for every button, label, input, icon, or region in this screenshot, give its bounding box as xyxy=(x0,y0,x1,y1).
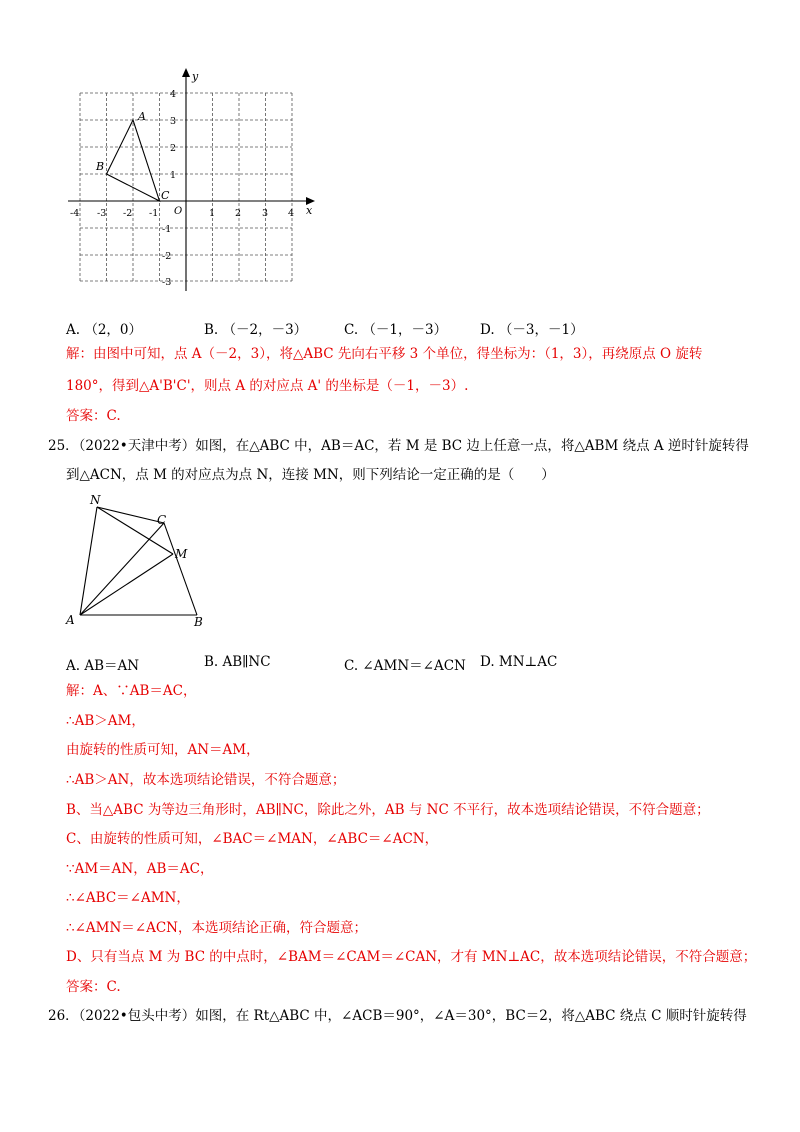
option-d: D. MN⊥AC xyxy=(480,654,558,670)
solution-line: ∴∠ABC＝∠AMN， xyxy=(66,890,190,906)
solution-line: B、当△ABC 为等边三角形时，AB∥NC，除此之外，AB 与 NC 不平行，故本选项结论错误，不符合题意； xyxy=(66,802,710,818)
question-stem: 到△ACN，点 M 的对应点为点 N，连接 MN，则下列结论一定正确的是（ ） xyxy=(66,467,555,483)
x-tick: 3 xyxy=(262,208,269,219)
y-tick: 1 xyxy=(170,170,177,181)
option-c: C. （－1，－3） xyxy=(344,322,448,338)
option-a: A. （2，0） xyxy=(66,322,143,338)
solution-line: ∴∠AMN＝∠ACN，本选项结论正确，符合题意； xyxy=(66,920,367,936)
point-label-a: A xyxy=(138,110,146,123)
x-tick: -2 xyxy=(123,208,133,219)
point-label-a: A xyxy=(66,613,75,627)
option-d: D. （－3，－1） xyxy=(480,322,584,338)
point-label-b: B xyxy=(96,160,105,173)
question-stem: 26．（2022•包头中考）如图，在 Rt△ABC 中，∠ACB＝90°，∠A＝30°，BC＝2，将△ABC 绕点 C 顺时针旋转得 xyxy=(48,1008,747,1024)
option-a: A. AB＝AN xyxy=(66,658,140,674)
x-tick: -1 xyxy=(149,208,159,219)
answer-line: 答案：C. xyxy=(66,408,121,424)
point-label-c: C xyxy=(157,513,167,527)
point-label-b: B xyxy=(194,615,203,629)
solution-line: 解：由图中可知，点 A（－2，3），将△ABC 先向右平移 3 个单位，得坐标为：（1，3），再绕原点 O 旋转 xyxy=(66,346,703,362)
point-label-n: N xyxy=(90,493,101,507)
coordinate-grid-figure xyxy=(60,66,330,296)
solution-line: 180°，得到△A'B'C'，则点 A 的对应点 A' 的坐标是（－1，－3）. xyxy=(66,378,469,394)
x-tick: -3 xyxy=(97,208,107,219)
x-tick: 2 xyxy=(235,208,242,219)
x-tick: -4 xyxy=(70,208,80,219)
rotation-figure xyxy=(60,490,220,630)
solution-line: D、只有当点 M 为 BC 的中点时，∠BAM＝∠CAM＝∠CAN，才有 MN⊥AC，故本选项结论错误，不符合题意； xyxy=(66,949,757,965)
solution-line: ∴AB＞AN，故本选项结论错误，不符合题意； xyxy=(66,772,346,788)
option-b: B. AB∥NC xyxy=(204,654,271,670)
y-tick: 2 xyxy=(170,143,177,154)
solution-line: 解：A、∵AB＝AC， xyxy=(66,683,197,699)
x-tick: 1 xyxy=(209,208,216,219)
point-label-c: C xyxy=(161,189,170,202)
option-b: B. （－2，－3） xyxy=(204,322,308,338)
solution-line: C、由旋转的性质可知，∠BAC＝∠MAN，∠ABC＝∠ACN， xyxy=(66,831,439,847)
solution-line: 由旋转的性质可知，AN＝AM， xyxy=(66,742,260,758)
x-tick: 4 xyxy=(288,208,295,219)
solution-line: ∴AB＞AM， xyxy=(66,713,145,729)
point-label-m: M xyxy=(175,547,188,561)
y-tick: -1 xyxy=(162,224,172,235)
y-axis-label: y xyxy=(192,70,199,83)
y-tick: -2 xyxy=(162,251,172,262)
origin-label: O xyxy=(174,206,183,217)
y-tick: -3 xyxy=(162,277,172,288)
answer-line: 答案：C. xyxy=(66,979,121,995)
x-axis-label: x xyxy=(306,204,313,217)
question-stem: 25．（2022•天津中考）如图，在△ABC 中，AB＝AC，若 M 是 BC 边上任意一点，将△ABM 绕点 A 逆时针旋转得 xyxy=(48,438,749,454)
y-tick: 3 xyxy=(170,116,177,127)
option-c: C. ∠AMN＝∠ACN xyxy=(344,658,466,674)
y-tick: 4 xyxy=(170,89,177,100)
solution-line: ∵AM＝AN，AB＝AC， xyxy=(66,861,214,877)
